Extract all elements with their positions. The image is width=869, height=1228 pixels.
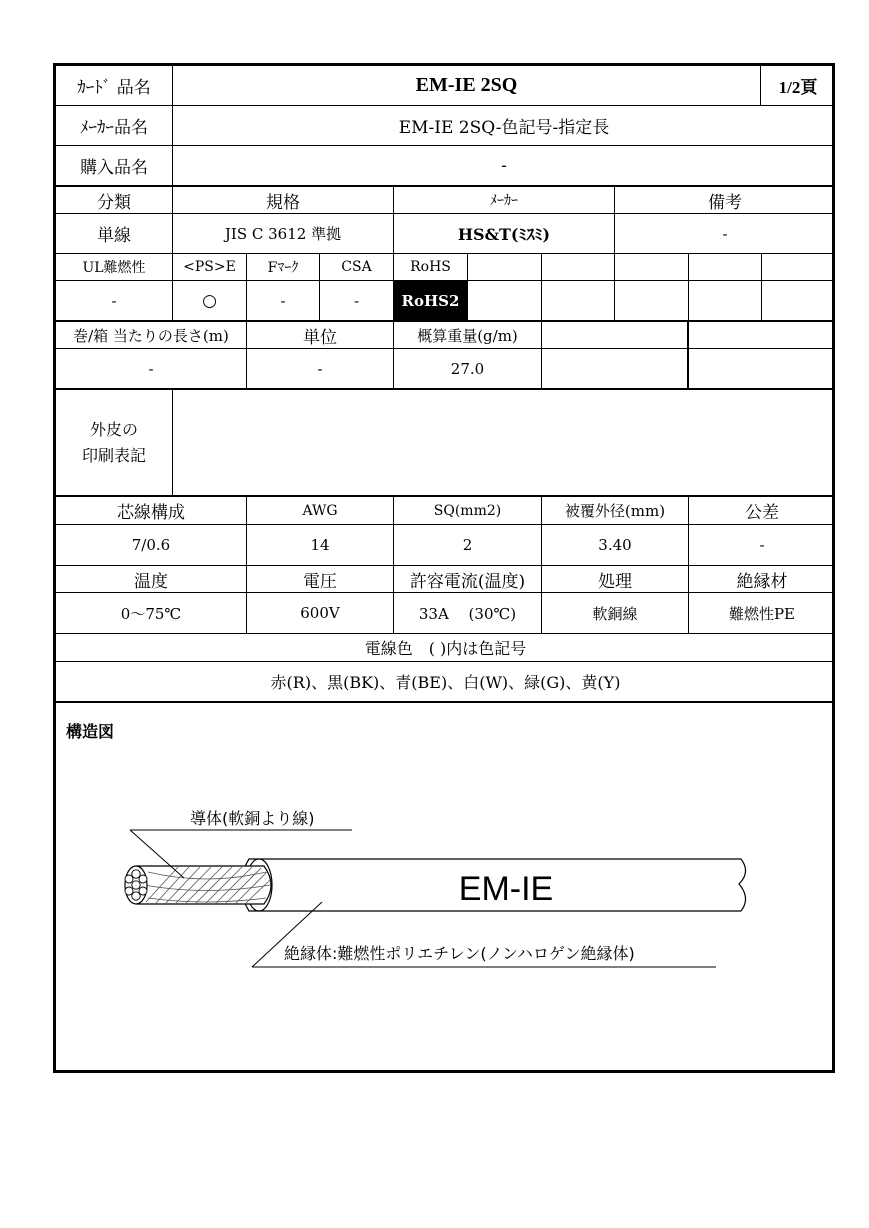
temperature-value: 0～75℃ [56, 593, 247, 634]
wire-colors-header: 電線色 ( )内は色記号 [56, 634, 835, 662]
allowable-current-value: 33A (30℃) [394, 593, 542, 634]
f-mark-value: - [247, 281, 320, 322]
treatment-header: 処理 [542, 566, 689, 593]
awg-header: AWG [247, 497, 394, 525]
ul-flame-header: UL難燃性 [56, 254, 173, 281]
conductor-label: 導体(軟銅より線) [190, 809, 315, 828]
csa-value: - [320, 281, 394, 322]
standard-header: 規格 [173, 187, 394, 214]
insulation-label: 絶縁体:難燃性ポリエチレン(ノンハロゲン絶縁体) [284, 944, 635, 963]
unit-header: 単位 [247, 322, 394, 349]
csa-header: CSA [320, 254, 394, 281]
tolerance-value: - [689, 525, 835, 566]
print-marking-label-line1: 外皮の [89, 419, 138, 439]
pse-value: ○ [173, 281, 247, 322]
classification-value: 単線 [56, 214, 173, 254]
spec-sheet [53, 63, 835, 1073]
length-per-roll-header: 巻/箱 当たりの長さ(m) [56, 322, 247, 349]
allowable-current-header: 許容電流(温度) [394, 566, 542, 593]
page-number: 1/2頁 [761, 66, 835, 106]
voltage-value: 600V [247, 593, 394, 634]
maker-value: HS&T(ﾐｽﾐ) [394, 214, 615, 254]
rohs-header: RoHS [394, 254, 468, 281]
outer-diameter-value: 3.40 [542, 525, 689, 566]
weight-header: 概算重量(g/m) [394, 322, 542, 349]
unit-value: - [247, 349, 394, 390]
card-name-value: EM-IE 2SQ [173, 66, 761, 106]
treatment-value: 軟銅線 [542, 593, 689, 634]
sq-value: 2 [394, 525, 542, 566]
purchase-label: 購入品名 [56, 146, 173, 187]
standard-value: JIS C 3612 準拠 [173, 214, 394, 254]
insulation-material-header: 絶縁材 [689, 566, 835, 593]
classification-header: 分類 [56, 187, 173, 214]
remarks-value: - [615, 214, 835, 254]
maker-part-value: EM-IE 2SQ-色記号-指定長 [173, 106, 835, 146]
maker-header: ﾒｰｶｰ [394, 187, 615, 214]
ul-flame-value: - [56, 281, 173, 322]
length-per-roll-value: - [56, 349, 247, 390]
weight-value: 27.0 [394, 349, 542, 390]
purchase-value: - [173, 146, 835, 187]
temperature-header: 温度 [56, 566, 247, 593]
tolerance-header: 公差 [689, 497, 835, 525]
insulation-material-value: 難燃性PE [689, 593, 835, 634]
outer-diameter-header: 被覆外径(mm) [542, 497, 689, 525]
voltage-header: 電圧 [247, 566, 394, 593]
structure-title: 構造図 [66, 722, 115, 741]
awg-value: 14 [247, 525, 394, 566]
wire-colors-value: 赤(R)、黒(BK)、青(BE)、白(W)、緑(G)、黄(Y) [56, 662, 835, 703]
maker-part-label: ﾒｰｶｰ品名 [56, 106, 173, 146]
f-mark-header: Fﾏｰｸ [247, 254, 320, 281]
pse-header: <PS>E [173, 254, 247, 281]
sq-header: SQ(mm2) [394, 497, 542, 525]
strand-construction-header: 芯線構成 [56, 497, 247, 525]
print-marking-label-line2: 印刷表記 [81, 445, 146, 465]
cable-structure-diagram [56, 66, 832, 1070]
cable-print-text: EM-IE [458, 870, 554, 908]
remarks-header: 備考 [615, 187, 835, 214]
rohs2-badge: RoHS2 [394, 281, 468, 322]
card-name-label: ｶｰﾄﾞ 品名 [56, 66, 173, 106]
strand-construction-value: 7/0.6 [56, 525, 247, 566]
